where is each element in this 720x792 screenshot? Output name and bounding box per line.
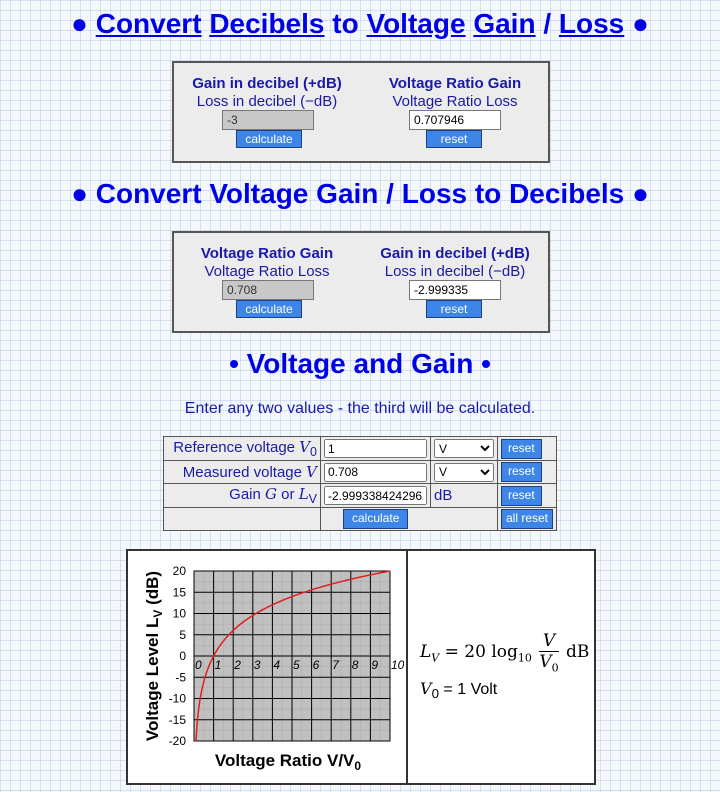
measured-voltage-unit-select[interactable] [434, 463, 494, 482]
label-loss-db: Loss in decibel (−dB) [196, 93, 338, 110]
empty-cell [164, 508, 321, 531]
all-reset-button[interactable]: all reset [501, 509, 553, 529]
intro-text: Enter any two values - the third will be calculated. [184, 400, 536, 417]
calculate-cell [321, 508, 498, 531]
measured-voltage-cell [321, 461, 431, 484]
measured-voltage-label [164, 461, 321, 484]
reset-cell [498, 461, 557, 484]
reset-button[interactable]: reset [426, 300, 482, 318]
bullet: ● [71, 8, 88, 39]
label-text: Measured voltage [182, 464, 302, 481]
y-tick-label: -20 [168, 734, 186, 748]
label-or: or [281, 486, 295, 503]
label-gain-db: Gain in decibel (+dB) [380, 245, 530, 262]
ratio-output[interactable] [409, 110, 501, 130]
heading-voltage-and-gain: • Voltage and Gain • [229, 348, 491, 379]
voltage-level-chart [128, 551, 404, 783]
db-output[interactable] [409, 280, 501, 300]
db-input-label [182, 75, 352, 111]
heading-word-to: to [332, 8, 359, 39]
link-gain[interactable]: Gain [473, 8, 536, 39]
x-tick-label: 4 [273, 658, 281, 672]
label-ratio-loss: Voltage Ratio Loss [204, 263, 330, 280]
panel-divider [406, 551, 408, 783]
reset-measured-button[interactable]: reset [501, 462, 542, 482]
formula-lhs-sub: V [431, 651, 440, 665]
y-tick-label: -5 [175, 670, 186, 685]
y-tick-label: 20 [172, 564, 186, 578]
link-convert[interactable]: Convert [95, 8, 202, 39]
heading-db-to-voltage [0, 8, 720, 40]
formula-mid: = 20 log [444, 642, 518, 663]
y-axis-label: Voltage Level $L_V$ (dB) [143, 570, 165, 742]
link-loss[interactable]: Loss [558, 8, 625, 39]
calculate-button[interactable]: calculate [236, 130, 302, 148]
x-tick-label: 7 [332, 658, 339, 672]
y-tick-label: 15 [172, 585, 186, 600]
y-tick-label: 5 [179, 627, 186, 642]
var-symbol: L [298, 485, 309, 503]
var-subscript: V [308, 492, 317, 506]
x-tick-label: 3 [253, 658, 261, 672]
reset-gain-button[interactable]: reset [501, 486, 542, 506]
var-symbol: G [265, 485, 277, 503]
y-tick-label: 10 [172, 606, 186, 621]
db-to-ratio-panel [172, 61, 550, 163]
formula [420, 631, 589, 674]
formula-den-var: V [539, 652, 552, 672]
db-output-label [370, 245, 540, 281]
x-tick-label: 2 [234, 658, 241, 672]
reset-cell [498, 437, 557, 461]
measured-voltage-input[interactable] [324, 463, 427, 482]
gain-cell [321, 484, 431, 508]
reference-note [420, 679, 497, 701]
var-symbol: V [306, 463, 317, 481]
table-row [164, 437, 557, 461]
reference-voltage-cell [321, 437, 431, 461]
reference-voltage-input[interactable] [324, 439, 427, 458]
bullet: ● [632, 8, 649, 39]
table-row [164, 484, 557, 508]
formula-log-sub: 10 [517, 651, 532, 665]
x-tick-label: 9 [371, 658, 379, 672]
table-row [164, 508, 557, 531]
label-text: Reference voltage [173, 439, 296, 456]
x-axis-label: Voltage Ratio $V/V_0$ [214, 751, 362, 773]
formula-unit: dB [566, 642, 590, 663]
formula-lhs: L [420, 642, 432, 663]
y-tick-label: -10 [168, 691, 186, 706]
heading-voltage-to-db: ● Convert Voltage Gain / Loss to Decibels ● [71, 178, 649, 209]
ratio-output-label [370, 75, 540, 111]
label-text: Gain [229, 486, 261, 503]
label-loss-db: Loss in decibel (−dB) [384, 263, 526, 280]
var-symbol: V [299, 438, 311, 456]
voltage-gain-table [163, 436, 557, 531]
calculate-button[interactable]: calculate [236, 300, 302, 318]
formula-numerator: V [539, 631, 558, 652]
reference-voltage-label [164, 437, 321, 461]
label-ratio-gain: Voltage Ratio Gain [200, 245, 334, 262]
v0-subscript: 0 [431, 686, 439, 702]
label-ratio-loss: Voltage Ratio Loss [392, 93, 518, 110]
reset-reference-button[interactable]: reset [501, 439, 542, 459]
ratio-input-label [182, 245, 352, 281]
link-voltage[interactable]: Voltage [366, 8, 466, 39]
db-input[interactable] [222, 110, 314, 130]
reset-cell [498, 484, 557, 508]
reference-voltage-unit-select[interactable] [434, 439, 494, 458]
formula-denominator [539, 652, 558, 674]
x-tick-label: 8 [351, 658, 359, 672]
x-tick-label: 1 [214, 658, 222, 672]
heading-slash: / [543, 8, 552, 39]
gain-input[interactable] [324, 486, 427, 505]
link-decibels[interactable]: Decibels [209, 8, 325, 39]
graph-panel [126, 549, 596, 785]
unit-cell [431, 437, 498, 461]
all-reset-cell [498, 508, 557, 531]
label-gain-db: Gain in decibel (+dB) [192, 75, 342, 92]
gain-label [164, 484, 321, 508]
y-tick-label: -15 [168, 712, 186, 727]
formula-den-sub: 0 [551, 661, 559, 675]
v0-symbol: V [420, 679, 432, 698]
unit-cell [431, 484, 498, 508]
calculate-button[interactable]: calculate [343, 509, 408, 529]
var-subscript: 0 [310, 445, 317, 459]
formula-fraction [539, 631, 558, 674]
ratio-input[interactable] [222, 280, 314, 300]
x-tick-label: 10 [391, 658, 404, 672]
unit-cell [431, 461, 498, 484]
label-ratio-gain: Voltage Ratio Gain [388, 75, 522, 92]
x-tick-label: 6 [312, 658, 320, 672]
table-row [164, 461, 557, 484]
y-tick-label: 0 [179, 649, 186, 663]
reset-button[interactable]: reset [426, 130, 482, 148]
x-tick-label: 5 [293, 658, 300, 672]
x-tick-label: 0 [195, 658, 202, 672]
v0-rest: = 1 Volt [438, 681, 498, 698]
ratio-to-db-panel [172, 231, 550, 333]
gain-unit: dB [434, 487, 453, 504]
